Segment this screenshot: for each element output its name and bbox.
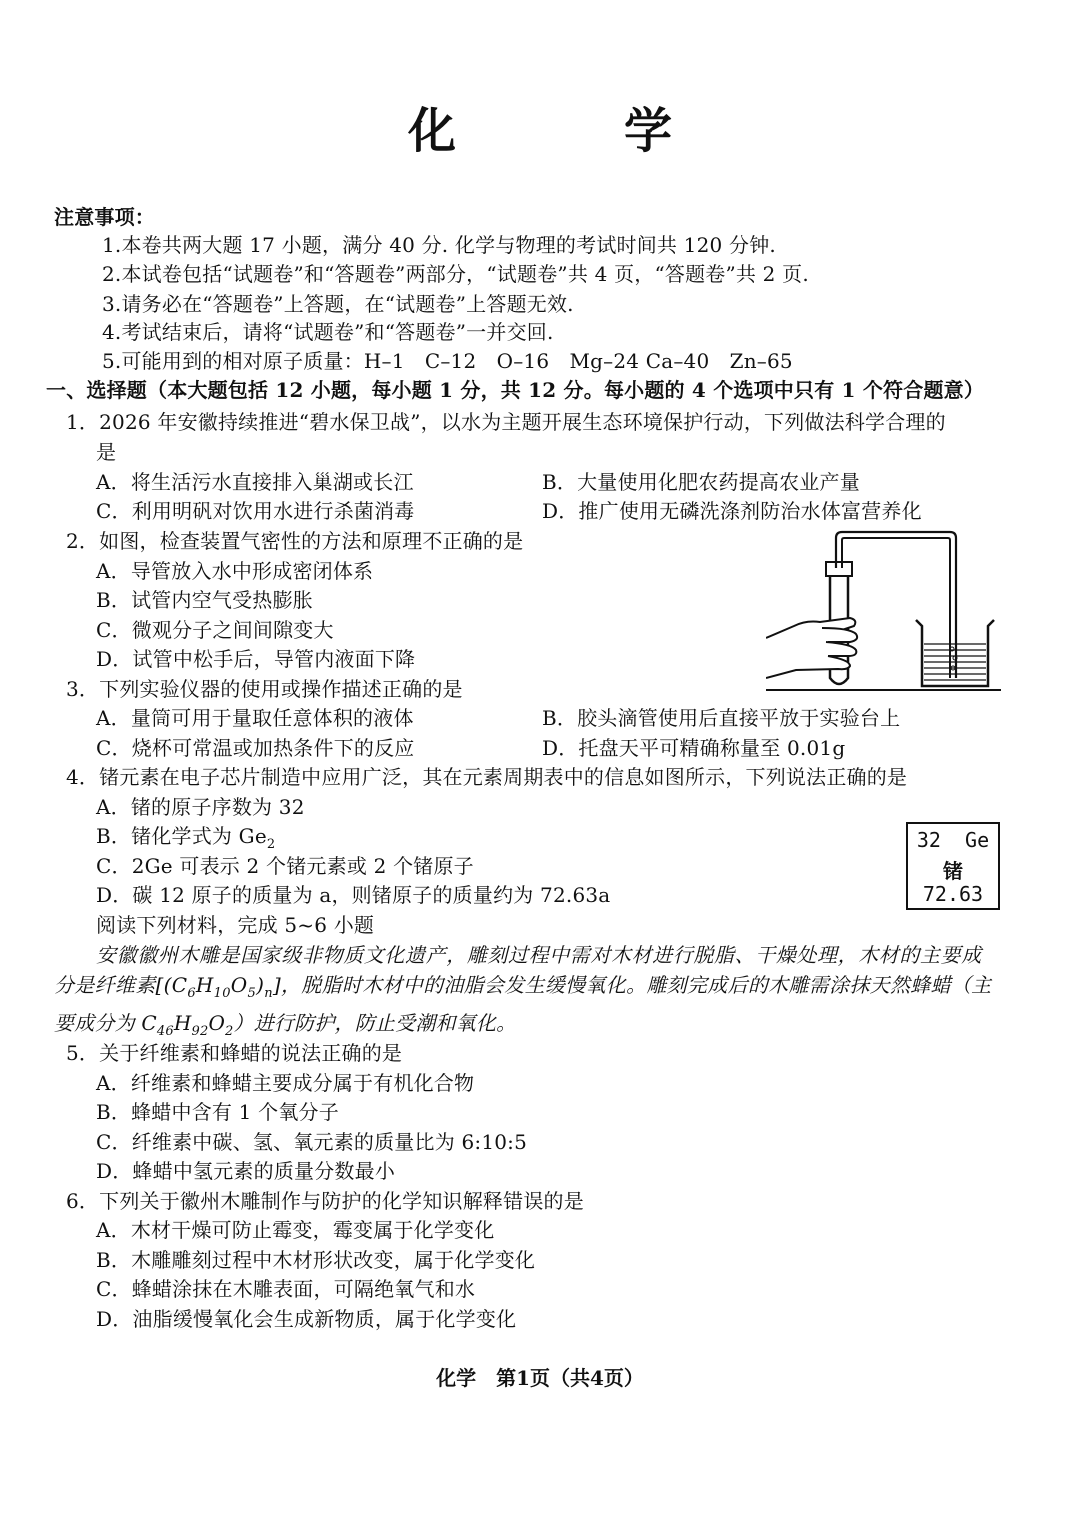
q5-option-a: A．纤维素和蜂蜡主要成分属于有机化合物	[96, 1071, 475, 1095]
notice-heading: 注意事项：	[54, 205, 155, 229]
q4-stem: 4．锗元素在电子芯片制造中应用广泛，其在元素周期表中的信息如图所示，下列说法正确的是	[66, 765, 908, 789]
notice-item-1: 1.本卷共两大题 17 小题，满分 40 分. 化学与物理的考试时间共 120 分钟.	[102, 233, 776, 257]
q6-option-d: D．油脂缓慢氧化会生成新物质，属于化学变化	[96, 1307, 517, 1331]
element-mass: 72.63	[922, 882, 984, 906]
q5-option-c: C．纤维素中碳、氢、氧元素的质量比为 6:10:5	[96, 1130, 528, 1154]
delivery-tube-inner	[842, 538, 950, 678]
reading-para-line1: 安徽徽州木雕是国家级非物质文化遗产，雕刻过程中需对木材进行脱脂、干燥处理，木材的主要成	[96, 943, 982, 967]
airtightness-apparatus-figure	[766, 528, 1006, 698]
q6-stem: 6．下列关于徽州木雕制作与防护的化学知识解释错误的是	[66, 1189, 584, 1213]
q6-option-a: A．木材干燥可防止霉变，霉变属于化学变化	[96, 1218, 495, 1242]
q2-stem: 2．如图，检查装置气密性的方法和原理不正确的是	[66, 529, 524, 553]
page-title: 化 学	[407, 103, 732, 159]
reading-intro: 阅读下列材料，完成 5~6 小题	[96, 913, 375, 937]
notice-item-2: 2.本试卷包括“试题卷”和“答题卷”两部分，“试题卷”共 4 页，“答题卷”共 2 页.	[102, 262, 809, 286]
q3-option-b: B．胶头滴管使用后直接平放于实验台上	[542, 706, 901, 730]
q4-option-a: A．锗的原子序数为 32	[96, 795, 305, 819]
q3-option-d: D．托盘天平可精确称量至 0.01g	[542, 736, 846, 760]
q5-option-b: B．蜂蜡中含有 1 个氧分子	[96, 1100, 339, 1124]
hand-icon	[766, 618, 857, 678]
q3-option-a: A．量筒可用于量取任意体积的液体	[96, 706, 414, 730]
q1-option-b: B．大量使用化肥农药提高农业产量	[542, 470, 860, 494]
element-name: 锗	[943, 859, 963, 883]
q1-option-c: C．利用明矾对饮用水进行杀菌消毒	[96, 499, 415, 523]
q6-option-b: B．木雕雕刻过程中木材形状改变，属于化学变化	[96, 1248, 536, 1272]
notice-item-4: 4.考试结束后，请将“试题卷”和“答题卷”一并交回.	[102, 320, 554, 344]
element-number-symbol: 32 Ge	[916, 828, 990, 852]
q6-option-c: C．蜂蜡涂抹在木雕表面，可隔绝氧气和水	[96, 1277, 476, 1301]
q1-option-a: A．将生活污水直接排入巢湖或长江	[96, 470, 414, 494]
q3-stem: 3．下列实验仪器的使用或操作描述正确的是	[66, 677, 463, 701]
stopper	[826, 562, 852, 576]
reading-para-line2: 分是纤维素$[(C_6H_{10}O_5)_n]$，脱脂时木材中的油脂会发生缓慢氧化。雕刻完成后的木雕需涂抹天然蜂蜡（主	[54, 973, 992, 1001]
water-lines	[924, 644, 986, 680]
q2-option-c: C．微观分子之间间隙变大	[96, 618, 334, 642]
q1-stem-line1: 1．2026 年安徽持续推进“碧水保卫战”，以水为主题开展生态环境保护行动，下列做法科学合理的	[66, 410, 946, 434]
reading-para-line3: 要成分为 $C_{46}H_{92}O_2$）进行防护，防止受潮和氧化。	[54, 1011, 517, 1039]
q1-option-d: D．推广使用无磷洗涤剂防治水体富营养化	[542, 499, 922, 523]
section-heading: 一、选择题（本大题包括 12 小题，每小题 1 分，共 12 分。每小题的 4 个选项中只有 1 个符合题意）	[46, 378, 985, 402]
notice-item-5: 5.可能用到的相对原子质量：H–1 C–12 O–16 Mg–24 Ca–40 Zn–65	[102, 349, 793, 373]
q5-option-d: D．蜂蜡中氢元素的质量分数最小	[96, 1159, 396, 1183]
germanium-element-card	[906, 822, 1000, 910]
q4-option-d: D．碳 12 原子的质量为 a，则锗原子的质量约为 72.63a	[96, 883, 611, 907]
q5-stem: 5．关于纤维素和蜂蜡的说法正确的是	[66, 1041, 403, 1065]
q4-option-b: B．锗化学式为 $Ge_2$	[96, 824, 276, 852]
q2-option-d: D．试管中松手后，导管内液面下降	[96, 647, 416, 671]
q2-option-b: B．试管内空气受热膨胀	[96, 588, 313, 612]
page-footer: 化学 第1页（共4页）	[436, 1366, 644, 1390]
q3-option-c: C．烧杯可常温或加热条件下的反应	[96, 736, 415, 760]
q2-option-a: A．导管放入水中形成密闭体系	[96, 559, 374, 583]
q4-option-c: C．2Ge 可表示 2 个锗元素或 2 个锗原子	[96, 854, 474, 878]
notice-item-3: 3.请务必在“答题卷”上答题，在“试题卷”上答题无效.	[102, 292, 574, 316]
q1-stem-line2: 是	[96, 440, 117, 464]
